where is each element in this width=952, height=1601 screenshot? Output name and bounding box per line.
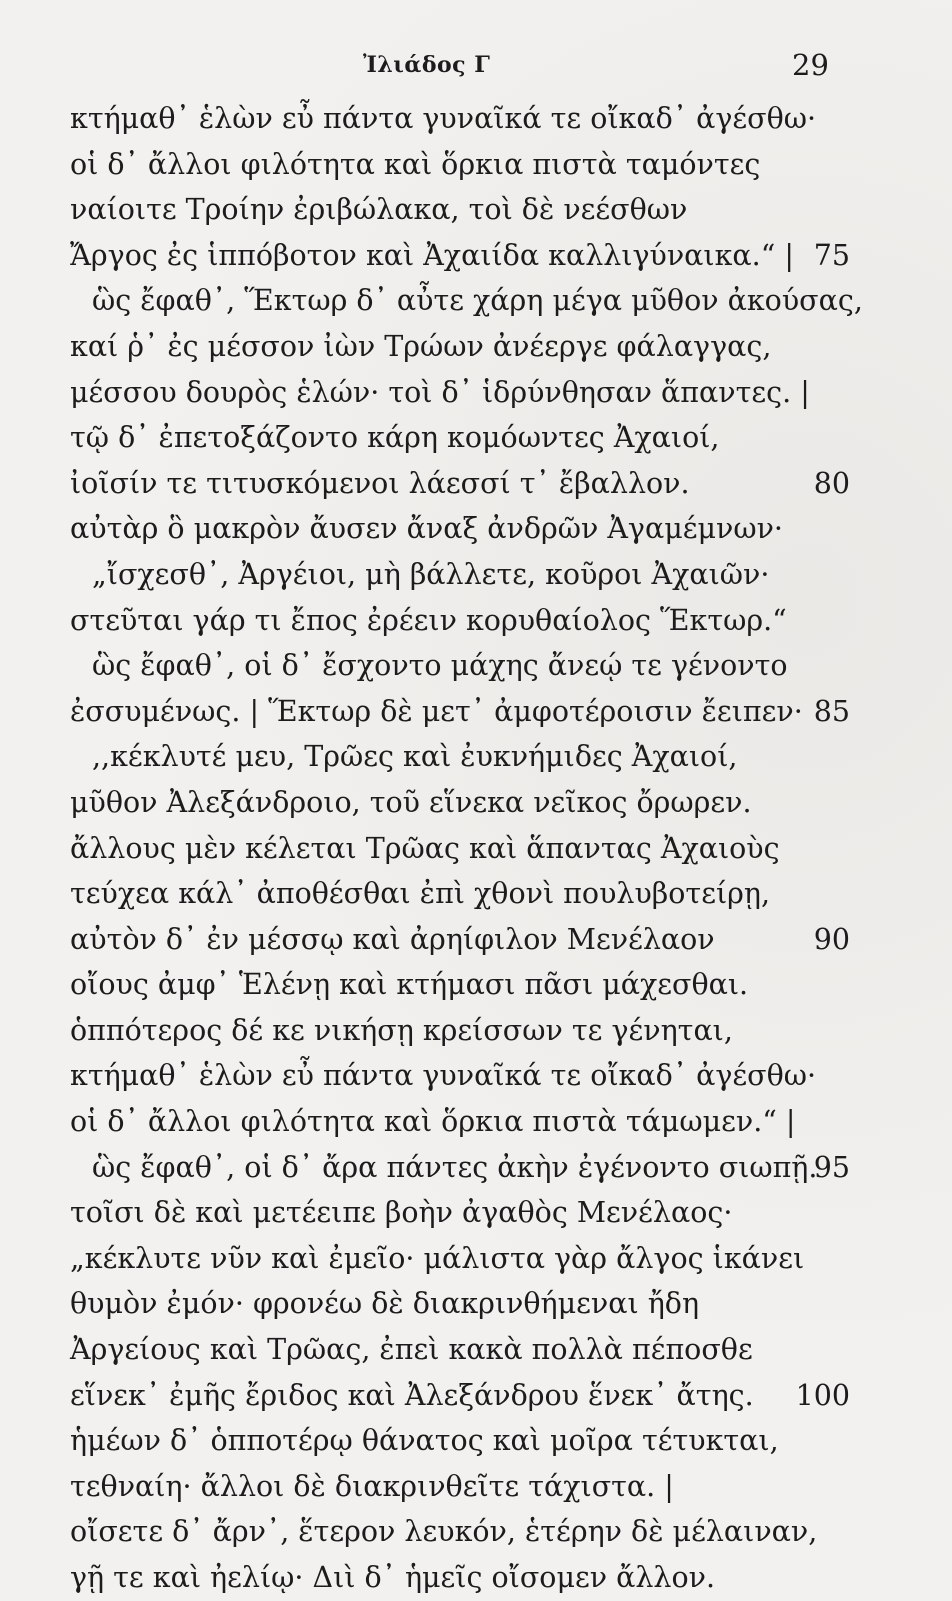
running-head bbox=[0, 48, 952, 88]
verse-text: οἱ δ᾿ ἄλλοι φιλότητα καὶ ὅρκια πιστὰ τάμωμεν.“ | bbox=[70, 1105, 796, 1139]
verse-text: ναίοιτε Τροίην ἐριβώλακα, τοὶ δὲ νεέσθων bbox=[70, 193, 688, 227]
verse-text: μέσσου δουρὸς ἑλών· τοὶ δ᾿ ἱδρύνθησαν ἅπαντες. | bbox=[70, 375, 810, 409]
verse-line bbox=[70, 1373, 850, 1419]
verse-line bbox=[70, 552, 850, 598]
verse-text: ὣς ἔφαθ᾿, Ἕκτωρ δ᾿ αὖτε χάρη μέγα μῦθον ἀκούσας, bbox=[92, 284, 863, 318]
verse-text: τῷ δ᾿ ἐπετοξάζοντο κάρη κομόωντες Ἀχαιοί, bbox=[70, 421, 720, 455]
verse-text: εἵνεκ᾿ ἐμῆς ἔριδος καὶ Ἀλεξάνδρου ἕνεκ᾿ ἄτης. bbox=[70, 1378, 754, 1412]
verse-text: Ἀργείους καὶ Τρῶας, ἐπεὶ κακὰ πολλὰ πέποσθε bbox=[70, 1333, 753, 1367]
verse-line bbox=[70, 1236, 850, 1282]
verse-text: οἴσετε δ᾿ ἄρν᾿, ἕτερον λευκόν, ἑτέρην δὲ μέλαιναν, bbox=[70, 1515, 818, 1549]
verse-line bbox=[70, 324, 850, 370]
verse-line bbox=[70, 233, 850, 279]
verse-text: „ἴσχεσθ᾿, Ἀργέιοι, μὴ βάλλετε, κοῦροι Ἀχαιῶν· bbox=[92, 557, 770, 591]
verse-line bbox=[70, 1008, 850, 1054]
verse-text: αὐτὰρ ὃ μακρὸν ἄυσεν ἄναξ ἀνδρῶν Ἀγαμέμνων· bbox=[70, 512, 783, 546]
verse-line bbox=[70, 962, 850, 1008]
verse-text: καί ῥ᾿ ἐς μέσσον ἰὼν Τρώων ἀνέεργε φάλαγγας, bbox=[70, 329, 772, 363]
verse-line bbox=[70, 278, 863, 324]
verse-text: ἡμέων δ᾿ ὁπποτέρῳ θάνατος καὶ μοῖρα τέτυκται, bbox=[70, 1424, 779, 1458]
verse-text: τεθναίη· ἄλλοι δὲ διακρινθεῖτε τάχιστα. | bbox=[70, 1469, 674, 1503]
verse-text: τοῖσι δὲ καὶ μετέειπε βοὴν ἀγαθὸς Μενέλαος· bbox=[70, 1196, 733, 1230]
verse-text: ἰοῖσίν τε τιτυσκόμενοι λάεσσί τ᾿ ἔβαλλον. bbox=[70, 466, 690, 500]
page-number: 29 bbox=[792, 48, 829, 82]
verse-text: οἱ δ᾿ ἄλλοι φιλότητα καὶ ὅρκια πιστὰ ταμόντες bbox=[70, 147, 761, 181]
verse-text: κτήμαθ᾿ ἑλὼν εὖ πάντα γυναῖκά τε οἴκαδ᾿ ἀγέσθω· bbox=[70, 1059, 817, 1093]
verse-text: μῦθον Ἀλεξάνδροιο, τοῦ εἵνεκα νεῖκος ὄρωρεν. bbox=[70, 785, 752, 819]
verse-text: γῇ τε καὶ ἠελίῳ· Διὶ δ᾿ ἡμεῖς οἴσομεν ἄλλον. bbox=[70, 1561, 716, 1594]
verse-text: θυμὸν ἐμόν· φρονέω δὲ διακρινθήμεναι ἤδη bbox=[70, 1287, 700, 1321]
line-number: 100 bbox=[795, 1378, 850, 1412]
verse-text: στεῦται γάρ τι ἔπος ἐρέειν κορυθαίολος Ἕκτωρ.“ bbox=[70, 603, 787, 637]
verse-line bbox=[70, 1509, 850, 1555]
verse-line bbox=[70, 598, 850, 644]
verse-text: „κέκλυτε νῦν καὶ ἐμεῖο· μάλιστα γὰρ ἄλγος ἱκάνει bbox=[70, 1241, 805, 1275]
verse-text: αὐτὸν δ᾿ ἐν μέσσῳ καὶ ἀρηίφιλον Μενέλαον bbox=[70, 922, 715, 956]
line-number: 75 bbox=[813, 238, 850, 272]
verse-line bbox=[70, 142, 850, 188]
verse-text: ἐσσυμένως. | Ἕκτωρ δὲ μετ᾿ ἀμφοτέροισιν ἔειπεν· bbox=[70, 694, 803, 728]
verse-text: ὣς ἔφαθ᾿, οἱ δ᾿ ἔσχοντο μάχης ἄνεῴ τε γένοντο bbox=[92, 649, 788, 683]
verse-line bbox=[70, 871, 850, 917]
verse-line bbox=[70, 1053, 850, 1099]
line-number: 90 bbox=[813, 922, 850, 956]
verse-text: ὣς ἔφαθ᾿, οἱ δ᾿ ἄρα πάντες ἀκὴν ἐγένοντο σιωπῇ. bbox=[92, 1150, 818, 1184]
verse-text: ἄλλους μὲν κέλεται Τρῶας καὶ ἅπαντας Ἀχαιοὺς bbox=[70, 831, 780, 865]
verse-line bbox=[70, 689, 850, 735]
verse-text: οἴους ἀμφ᾿ Ἑλένῃ καὶ κτήμασι πᾶσι μάχεσθαι. bbox=[70, 968, 749, 1002]
verse-line bbox=[70, 1281, 850, 1327]
verse-line bbox=[70, 1555, 850, 1601]
verse-line bbox=[70, 1099, 850, 1145]
running-title: Ἰλιάδος Γ bbox=[363, 52, 491, 78]
verse-text: ὁππότερος δέ κε νικήσῃ κρείσσων τε γένηται, bbox=[70, 1013, 733, 1047]
verse-line bbox=[70, 780, 850, 826]
verse-line bbox=[70, 187, 850, 233]
verse-line bbox=[70, 826, 850, 872]
verse-line bbox=[70, 643, 850, 689]
verse-line bbox=[70, 1464, 850, 1510]
verse-block bbox=[70, 96, 863, 1601]
verse-line bbox=[70, 506, 850, 552]
verse-text: τεύχεα κάλ᾿ ἀποθέσθαι ἐπὶ χθονὶ πουλυβοτείρῃ, bbox=[70, 877, 771, 911]
verse-text: κτήμαθ᾿ ἑλὼν εὖ πάντα γυναῖκά τε οἴκαδ᾿ ἀγέσθω· bbox=[70, 102, 817, 135]
verse-line bbox=[70, 1418, 850, 1464]
verse-line bbox=[70, 96, 850, 142]
verse-line bbox=[70, 917, 850, 963]
verse-line bbox=[70, 1145, 850, 1191]
verse-line bbox=[70, 415, 850, 461]
line-number: 95 bbox=[813, 1150, 850, 1184]
verse-line bbox=[70, 461, 850, 507]
verse-line bbox=[70, 1327, 850, 1373]
line-number: 80 bbox=[813, 466, 850, 500]
verse-text: Ἄργος ἐς ἱππόβοτον καὶ Ἀχαιίδα καλλιγύναικα.“ | bbox=[70, 238, 794, 272]
verse-line bbox=[70, 734, 850, 780]
line-number: 85 bbox=[813, 694, 850, 728]
verse-line bbox=[70, 1190, 850, 1236]
verse-line bbox=[70, 370, 850, 416]
verse-text: ,,κέκλυτέ μευ, Τρῶες καὶ ἐυκνήμιδες Ἀχαιοί, bbox=[92, 740, 738, 774]
